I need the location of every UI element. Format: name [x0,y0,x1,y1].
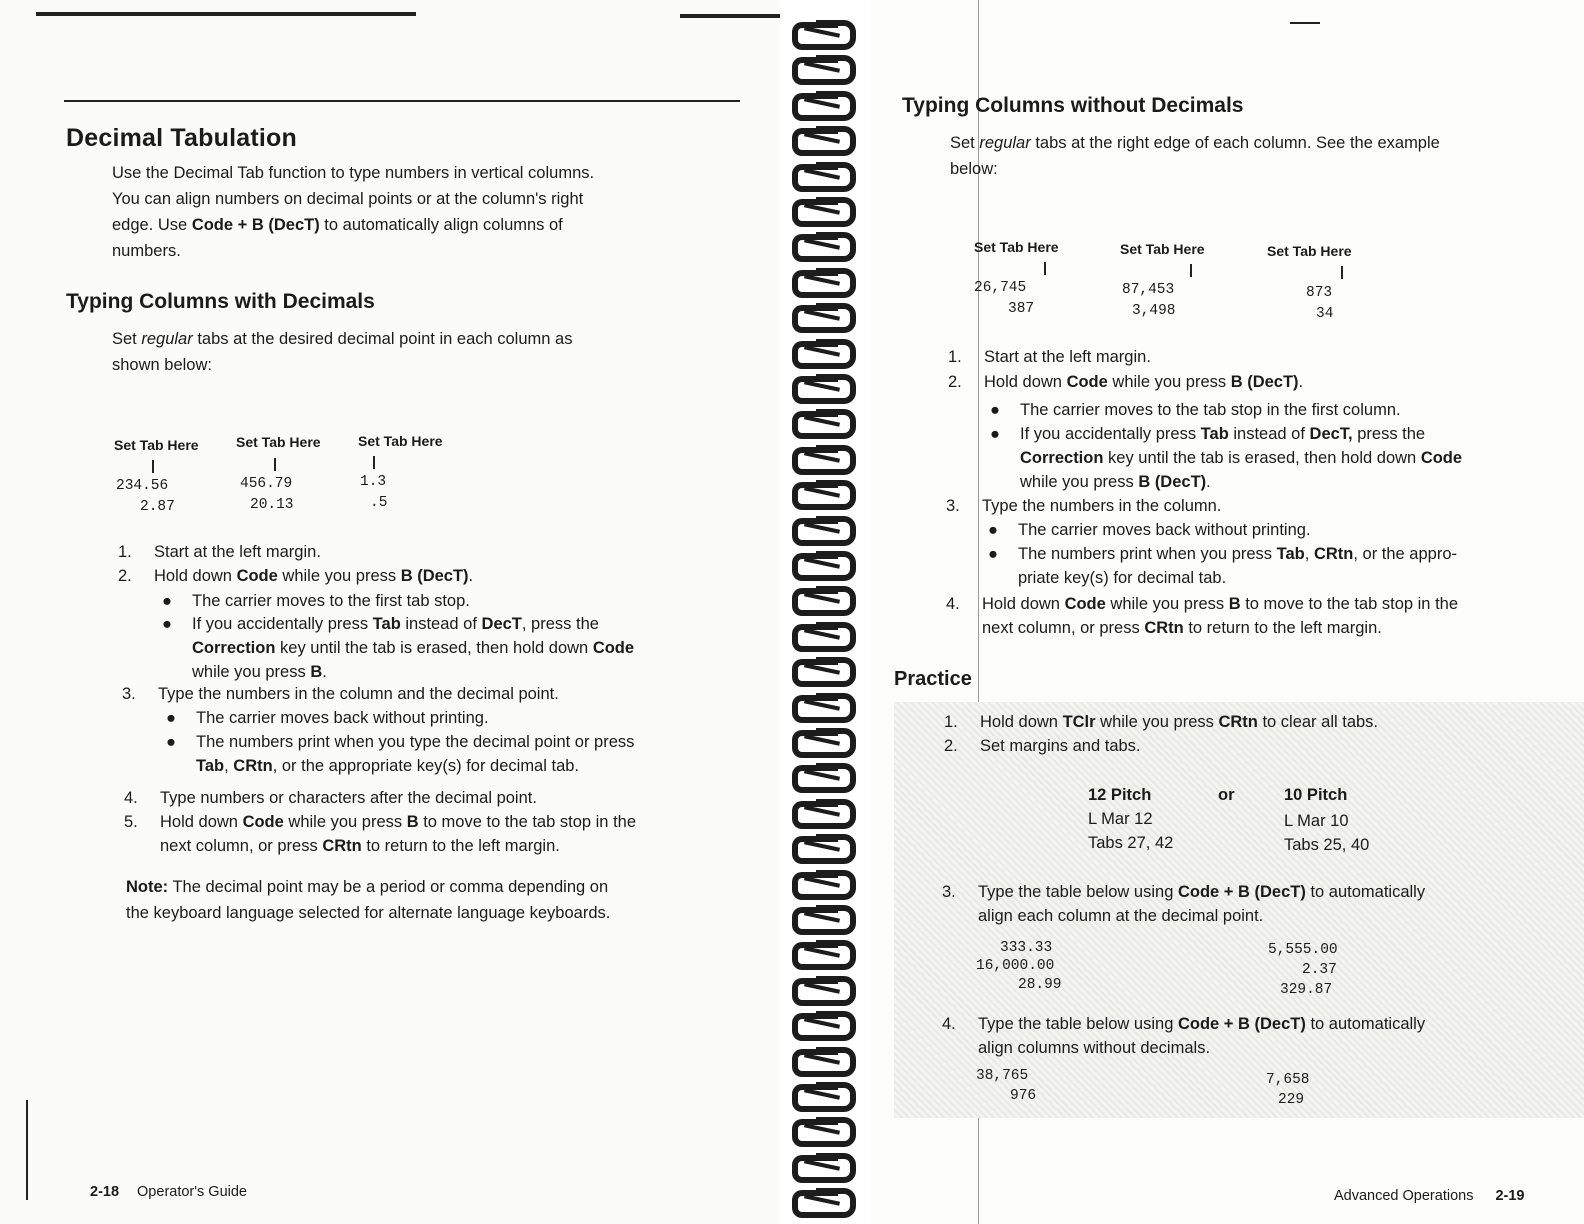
practice-step-1 [944,710,1378,734]
key-name: Code [592,639,635,657]
key-name: B [1228,595,1241,613]
right-example-cell: 873 [1306,285,1333,301]
binding-ring [790,53,854,79]
practice-step-3 [942,880,1572,928]
binding-ring [790,1080,854,1106]
top-rule-short [36,12,416,16]
binding-ring [790,160,854,186]
intro-line-4: numbers. [112,242,181,260]
bullet-line [1020,422,1580,446]
key-name: B [406,813,419,831]
binding-ring [790,691,854,717]
right-footer [1334,1188,1542,1204]
section-intro-text: tabs at the desired decimal point in each column as [192,330,573,348]
step-text: Type numbers or characters after the decimal point. [160,789,537,807]
key-name: Tab [372,615,401,633]
step-line [946,616,1580,640]
step-number: 2. [118,567,132,585]
right-example-cell: 3,498 [1132,303,1176,319]
note [126,874,766,926]
key-name: Code [236,567,278,585]
key-name: Correction [1020,449,1104,467]
binding-ring [790,1151,854,1177]
binding-ring [790,514,854,540]
binding-ring [790,1115,854,1141]
bullet-text: key until the tab is erased, then hold down [1103,449,1421,467]
right-step-2-bullet-1 [990,398,1401,422]
bullet-text: If you accidentally press [1020,425,1201,443]
practice-cell: 38,765 [976,1068,1029,1084]
practice-title: Practice [894,668,972,690]
step-text: to clear all tabs. [1257,713,1378,731]
bullet-text: instead of [1228,425,1310,443]
step-line: align each column at the decimal point. [978,907,1264,925]
step-text: Hold down [160,813,243,831]
example-cell: 1.3 [360,474,387,490]
intro-key-combo: Code + B (DecT) [191,216,320,234]
step-2 [118,564,473,588]
step-number: 1. [118,543,132,561]
step-line: align columns without decimals. [978,1039,1211,1057]
step-text: . [468,567,474,585]
bullet-icon: ● [990,425,1000,443]
pitch-or: or [1218,786,1235,804]
tab-header-2: Set Tab Here [236,434,321,450]
practice-cell: 333.33 [1000,940,1053,956]
practice-cell: 16,000.00 [976,958,1055,974]
step-3-bullet-2 [166,730,756,778]
step-text: Start at the left margin. [984,348,1151,366]
step-text: while you press [1095,713,1219,731]
key-name: B (DecT) [1230,373,1299,391]
binding-ring [790,443,854,469]
step-1 [118,540,321,564]
bullet-text: while you press [1020,473,1139,491]
example-cell: 234.56 [116,478,169,494]
tab-marker [1190,264,1192,277]
bullet-text: key until the tab is erased, then hold down [275,639,593,657]
right-example-cell: 26,745 [974,280,1027,296]
step-number: 2. [948,373,962,391]
bullet-text: , press the [521,615,599,633]
step-text: Hold down [984,373,1067,391]
section-intro-emphasis: regular [141,330,193,348]
binding-ring [790,938,854,964]
spiral-binding [780,0,870,1224]
binding-ring [790,903,854,929]
left-footer [90,1184,247,1200]
key-name: Code [1420,449,1463,467]
intro-line-1: Use the Decimal Tab function to type numbers in vertical columns. [112,164,595,182]
bullet-line [192,660,752,684]
step-4 [124,786,537,810]
note-text: The decimal point may be a period or comma depending on [168,878,609,896]
bullet-text: The carrier moves back without printing. [196,709,489,727]
practice-cell: 329.87 [1280,982,1333,998]
binding-ring [790,18,854,44]
right-step-1 [948,345,1151,369]
bullet-text: instead of [400,615,482,633]
binding-ring [790,584,854,610]
step-line [946,592,1580,616]
tab-marker [373,456,375,469]
tab-marker [152,460,154,473]
step-number: 1. [944,713,958,731]
step-text: next column, or press [982,619,1145,637]
step-text: Type the numbers in the column and the decimal point. [158,685,559,703]
step-text: to return to the left margin. [1183,619,1382,637]
right-step-3-bullet-1 [988,518,1311,542]
tab-marker [274,458,276,471]
pitch-12-head: 12 Pitch [1088,786,1152,804]
example-cell: 456.79 [240,476,293,492]
example-cell: 2.87 [140,499,175,515]
step-text: to automatically [1305,1015,1426,1033]
key-name: CRtn [233,757,273,775]
binding-ring [790,974,854,1000]
key-name: Code + B (DecT) [1177,883,1306,901]
bullet-text: The numbers print when you press [1018,545,1277,563]
section-intro-line-2: shown below: [112,356,212,374]
step-text: Type the numbers in the column. [982,497,1222,515]
intro-text: edge. Use [112,216,192,234]
key-name: B [310,663,323,681]
binding-ring [790,832,854,858]
pitch-10-margin: L Mar 10 [1284,812,1349,830]
pitch-10-tabs: Tabs 25, 40 [1284,836,1370,854]
page-title: Decimal Tabulation [66,124,297,152]
binding-ring [790,761,854,787]
bullet-text: , [1304,545,1314,563]
key-name: DecT, [1309,425,1353,443]
key-name: CRtn [1144,619,1184,637]
key-name: Tab [196,757,225,775]
binding-ring [790,620,854,646]
practice-cell: 7,658 [1266,1072,1310,1088]
bullet-icon: ● [166,709,176,727]
bullet-icon: ● [988,521,998,539]
pitch-12-tabs: Tabs 27, 42 [1088,834,1174,852]
binding-ring [790,230,854,256]
right-example-cell: 34 [1316,306,1334,322]
binding-ring [790,266,854,292]
bullet-text: The carrier moves to the tab stop in the first column. [1020,401,1401,419]
step-number: 4. [942,1015,956,1033]
bullet-line: The numbers print when you type the decimal point or press [196,733,635,751]
step-text: Hold down [154,567,237,585]
right-intro-line-1 [950,130,1580,156]
step-2-bullet-2 [162,612,752,684]
top-rule-right [680,14,780,18]
practice-step-4 [942,1012,1572,1060]
bullet-line: priate key(s) for decimal tab. [1018,569,1227,587]
binding-ring [790,868,854,894]
key-name: Tab [1200,425,1229,443]
section-rule [64,100,740,102]
practice-cell: 5,555.00 [1268,942,1338,958]
step-text: Type the table below using [978,883,1178,901]
binding-ring [790,407,854,433]
step-text: next column, or press [160,837,323,855]
note-label: Note: [126,878,169,896]
key-name: CRtn [1313,545,1354,563]
right-intro-emphasis: regular [979,134,1031,152]
step-text: to return to the left margin. [361,837,560,855]
section-intro [112,326,752,378]
section-title-decimals: Typing Columns with Decimals [66,290,375,313]
footer-title: Advanced Operations [1334,1188,1474,1204]
left-page [0,0,780,1224]
example-cell: 20.13 [250,497,294,513]
key-name: Code + B (DecT) [1177,1015,1306,1033]
key-name: CRtn [1218,713,1258,731]
right-tab-header-1: Set Tab Here [974,239,1059,255]
bullet-icon: ● [990,401,1000,419]
binding-ring [790,1045,854,1071]
key-name: DecT [481,615,522,633]
step-line [124,834,764,858]
bullet-text: . [322,663,327,681]
bullet-text: , [224,757,234,775]
step-text: Start at the left margin. [154,543,321,561]
binding-ring [790,337,854,363]
key-name: Code [1064,595,1106,613]
intro-line-2: You can align numbers on decimal points or at the column's right [112,190,584,208]
key-name: TClr [1062,713,1096,731]
bullet-text: , or the appropriate key(s) for decimal tab. [272,757,580,775]
bullet-text: The carrier moves to the first tab stop. [192,592,470,610]
binding-ring [790,89,854,115]
binding-ring [790,195,854,221]
bullet-text: press the [1352,425,1426,443]
right-example-cell: 87,453 [1122,282,1175,298]
intro-line-3 [112,212,752,238]
left-edge-mark [26,1100,28,1200]
step-2-bullet-1 [162,589,470,613]
step-text: Hold down [980,713,1063,731]
step-text: while you press [277,567,401,585]
bullet-line [196,754,756,778]
key-name: CRtn [322,837,362,855]
step-3-bullet-1 [166,706,489,730]
top-dash [1290,22,1320,24]
pitch-12-margin: L Mar 12 [1088,810,1153,828]
section-title-no-decimals: Typing Columns without Decimals [902,94,1244,117]
key-name: Code [242,813,284,831]
step-text: . [1298,373,1304,391]
key-name: B (DecT) [1138,473,1207,491]
bullet-icon: ● [166,733,176,751]
pitch-10-head: 10 Pitch [1284,786,1348,804]
bullet-line [192,636,752,660]
step-text: to move to the tab stop in the [1240,595,1459,613]
step-line [942,1012,1572,1036]
footer-title: Operator's Guide [137,1184,247,1200]
step-5 [124,810,764,858]
binding-ring [790,549,854,575]
step-number: 4. [946,595,960,613]
right-step-2-bullet-2 [990,422,1580,494]
bullet-text: The carrier moves back without printing. [1018,521,1311,539]
step-3 [122,682,559,706]
bullet-text: . [1206,473,1211,491]
tab-header-1: Set Tab Here [114,437,199,453]
step-number: 3. [942,883,956,901]
bullet-line [1020,470,1580,494]
intro-paragraph [112,160,752,264]
right-example-cell: 387 [1008,301,1035,317]
step-number: 2. [944,737,958,755]
practice-cell: 2.37 [1302,962,1337,978]
step-text: while you press [1105,595,1229,613]
step-text: while you press [283,813,407,831]
note-line-2: the keyboard language selected for alternate language keyboards. [126,904,611,922]
binding-ring [790,301,854,327]
binding-ring [790,1009,854,1035]
step-number: 3. [122,685,136,703]
key-name: Correction [192,639,276,657]
bullet-line [1020,446,1580,470]
step-number: 3. [946,497,960,515]
key-name: B (DecT) [400,567,469,585]
tab-header-3: Set Tab Here [358,433,443,449]
binding-ring [790,1186,854,1212]
binding-ring [790,478,854,504]
binding-ring [790,726,854,752]
intro-text: to automatically align columns of [319,216,563,234]
practice-step-2 [944,734,1141,758]
key-name: Tab [1276,545,1305,563]
step-number: 1. [948,348,962,366]
binding-ring [790,797,854,823]
binding-ring [790,372,854,398]
step-text: to automatically [1305,883,1426,901]
bullet-line [192,612,752,636]
example-cell: .5 [370,495,388,511]
section-intro-line-1 [112,326,752,352]
section-intro-text: Set [112,330,142,348]
practice-cell: 976 [1010,1088,1037,1104]
bullet-line [1018,542,1578,566]
binding-ring [790,124,854,150]
right-step-2 [948,370,1303,394]
right-tab-header-3: Set Tab Here [1267,243,1352,259]
practice-cell: 28.99 [1018,977,1062,993]
step-text: while you press [1107,373,1231,391]
step-text: to move to the tab stop in the [418,813,637,831]
right-intro-line-2: below: [950,160,998,178]
step-text: Set margins and tabs. [980,737,1141,755]
right-step-3 [946,494,1221,518]
right-step-3-bullet-2 [988,542,1578,590]
bullet-text: while you press [192,663,311,681]
page-number: 2-18 [90,1184,120,1200]
bullet-text: If you accidentally press [192,615,373,633]
bullet-icon: ● [162,615,172,633]
tab-marker [1341,266,1343,279]
step-number: 5. [124,813,138,831]
right-tab-header-2: Set Tab Here [1120,241,1205,257]
page-number: 2-19 [1495,1188,1525,1204]
practice-cell: 229 [1278,1092,1305,1108]
note-line-1 [126,874,766,900]
step-text: Hold down [982,595,1065,613]
bullet-text: , or the appro- [1353,545,1457,563]
step-line [942,880,1572,904]
right-intro-text: tabs at the right edge of each column. See the example [1030,134,1440,152]
bullet-icon: ● [162,592,172,610]
tab-marker [1044,262,1046,275]
bullet-icon: ● [988,545,998,563]
right-intro-text: Set [950,134,980,152]
right-step-4 [946,592,1580,640]
key-name: Code [1066,373,1108,391]
step-line [124,810,764,834]
right-section-intro [950,130,1580,182]
binding-ring [790,655,854,681]
step-text: Type the table below using [978,1015,1178,1033]
step-number: 4. [124,789,138,807]
